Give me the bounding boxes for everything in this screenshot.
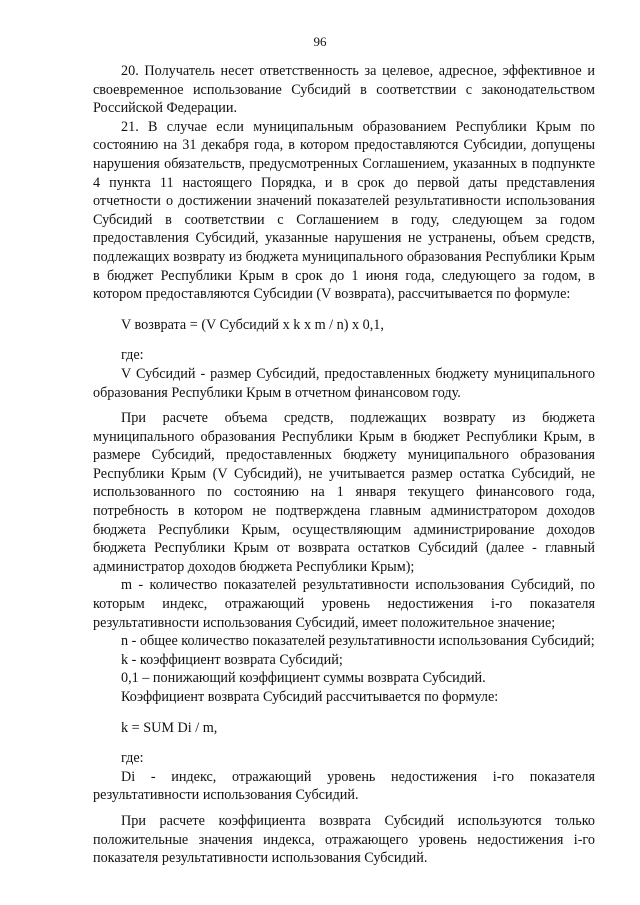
- k-formula-intro: Коэффициент возврата Субсидий рассчитывается по формуле:: [121, 689, 499, 705]
- definition-coefficient: 0,1 – понижающий коэффициент суммы возврата Субсидий.: [121, 670, 486, 687]
- document-body: [93, 62, 595, 868]
- definition-di: Di - индекс, отражающий уровень недостижения i-го показателя результативности использования Субсидий.: [93, 768, 595, 804]
- definition-n: n - общее количество показателей результативности использования Субсидий;: [121, 633, 595, 650]
- definition-v-subsidies: V Субсидий - размер Субсидий, предоставленных бюджету муниципального образования Республики Крым в отчетном финансовом году.: [93, 365, 595, 401]
- formula-k: k = SUM Di / m,: [121, 719, 218, 736]
- page-number: 96: [313, 34, 327, 49]
- where-label-2: где:: [121, 750, 144, 767]
- definition-m: m - количество показателей результативности использования Субсидий, по которым индекс, отражающий уровень недостижения i-го показателя результативности использования Субсидий, имеет положительное значение;: [93, 577, 595, 631]
- where-label-1: где:: [121, 347, 144, 364]
- paragraph-20: 20. Получатель несет ответственность за целевое, адресное, эффективное и своевременное использование Субсидий в соответствии с законодательством Российской Федерации.: [93, 63, 595, 117]
- definition-k: k - коэффициент возврата Субсидий;: [121, 651, 343, 668]
- formula-v-return: V возврата = (V Субсидий x k x m / n) x 0,1,: [121, 316, 384, 333]
- paragraph-21: 21. В случае если муниципальным образованием Республики Крым по состоянию на 31 декабря года, в котором предоставляются Субсидии, допущены нарушения обязательств, предусмотренных Соглашением, указанных в подпункте 4 пункта 11 настоящего Порядка, и в срок до первой даты представления отчетности о достижении значений показателей результативности использования Субсидий в соответствии с Соглашением в году, следующем за годом предоставления Субсидий, указанные нарушения не устранены, объем средств, подлежащих возврату из бюджета муниципального образования Республики Крым в бюджет Республики Крым в срок до 1 июня года, следующего за годом, в котором предоставляются Субсидии (V возврата), рассчитывается по формуле:: [93, 118, 595, 303]
- final-paragraph: При расчете коэффициента возврата Субсидий используются только положительные значения индекса, отражающего уровень недостижения i-го показателя результативности использования Субсидий.: [93, 812, 595, 867]
- calculation-note: При расчете объема средств, подлежащих возврату из бюджета муниципального образования Республики Крым в бюджет Республики Крым, в размере Субсидий, предоставленных бюджету муниципального образования Республики Крым (V Субсидий), не учитывается размер остатка Субсидий, не использованного по состоянию на 1 января текущего финансового года, потребность в котором не подтверждена главным администратором доходов бюджета Республики Крым, осуществляющим администрирование доходов бюджета Республики Крым от возврата остатков Субсидий (далее - главный администратор доходов бюджета Республики Крым);: [93, 410, 595, 575]
